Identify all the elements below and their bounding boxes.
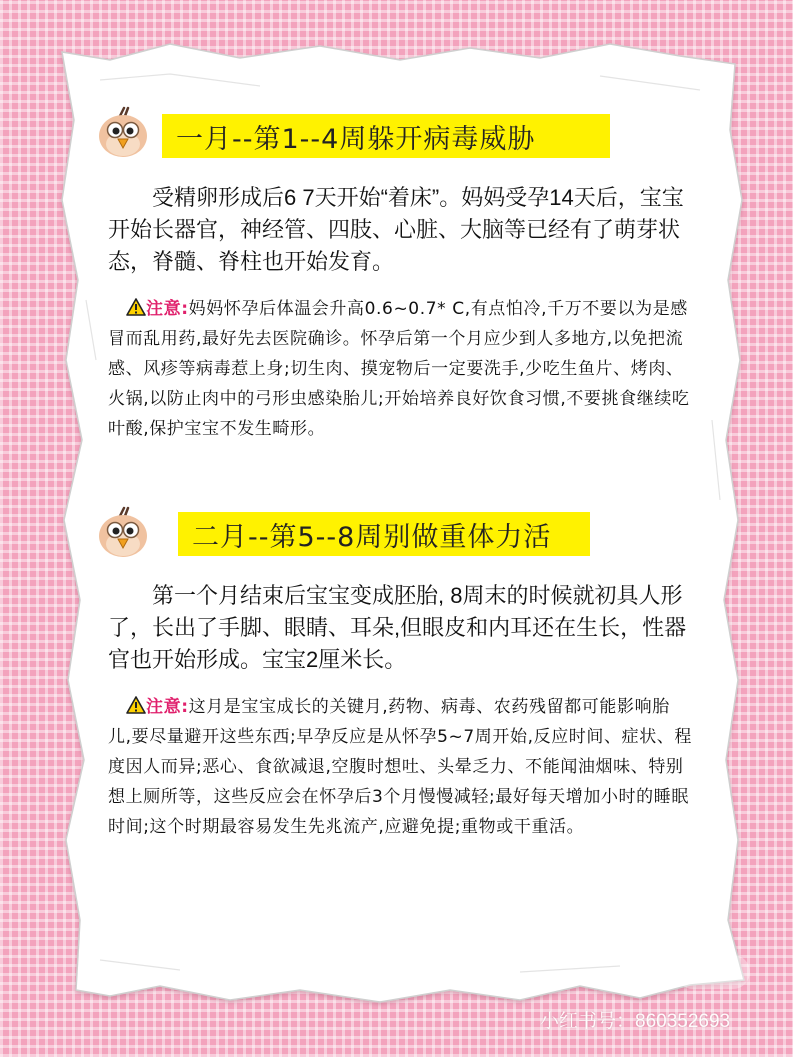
- note-text: 这月是宝宝成长的关键月,药物、病毒、农药残留都可能影响胎儿,要尽量避开这些东西;早孕反应是从怀孕5~7周开始,反应时间、症状、程度因人而异;恶心、食欲减退,空腹时想吐、头晕乏力、不能闻油烟味、特别想上厕所等，这些反应会在怀孕后3个月慢慢减轻;最好每天增加小时的睡眠时间;这个时期最容易发生先兆流产,应避免提;重物或干重活。: [108, 697, 693, 837]
- watermark-id: 小红书号：860352693: [540, 1011, 731, 1032]
- section-month-one: [108, 98, 698, 444]
- note-label: 注意:: [146, 697, 189, 717]
- section-header: [108, 98, 698, 168]
- intro-paragraph: 受精卵形成后6 7天开始“着床”。妈妈受孕14天后，宝宝开始长器官，神经管、四肢、心脏、大脑等已经有了萌芽状态，脊髓、脊柱也开始发育。: [108, 185, 684, 274]
- section-month-two: [108, 490, 698, 842]
- bird-mascot-icon: [94, 504, 152, 560]
- watermark-logo: 小红书: [676, 955, 750, 989]
- note-paragraph: [108, 294, 693, 444]
- intro-paragraph: 第一个月结束后宝宝变成胚胎, 8周末的时候就初具人形了，长出了手脚、眼睛、耳朵,但眼皮和内耳还在生长，性器官也开始形成。宝宝2厘米长。: [108, 583, 687, 672]
- note-text: 妈妈怀孕后体温会升高0.6~0.7* C,有点怕冷,千万不要以为是感冒而乱用药,最好先去医院确诊。怀孕后第一个月应少到人多地方,以免把流感、风疹等病毒惹上身;切生肉、摸宠物后一定要洗手,少吃生鱼片、烤肉、火锅,以防止肉中的弓形虫感染胎儿;开始培养良好饮食习惯,不要挑食继续吃叶酸,保护宝宝不发生畸形。: [108, 299, 690, 439]
- bird-mascot-icon: [94, 104, 152, 160]
- warning-icon: [126, 696, 146, 714]
- section-title: 二月--第5--8周别做重体力活: [178, 512, 590, 556]
- section-header: [108, 490, 698, 560]
- note-label: 注意:: [146, 299, 189, 319]
- warning-icon: [126, 298, 146, 316]
- note-paragraph: [108, 692, 693, 842]
- section-title: 一月--第1--4周躲开病毒威胁: [162, 114, 610, 158]
